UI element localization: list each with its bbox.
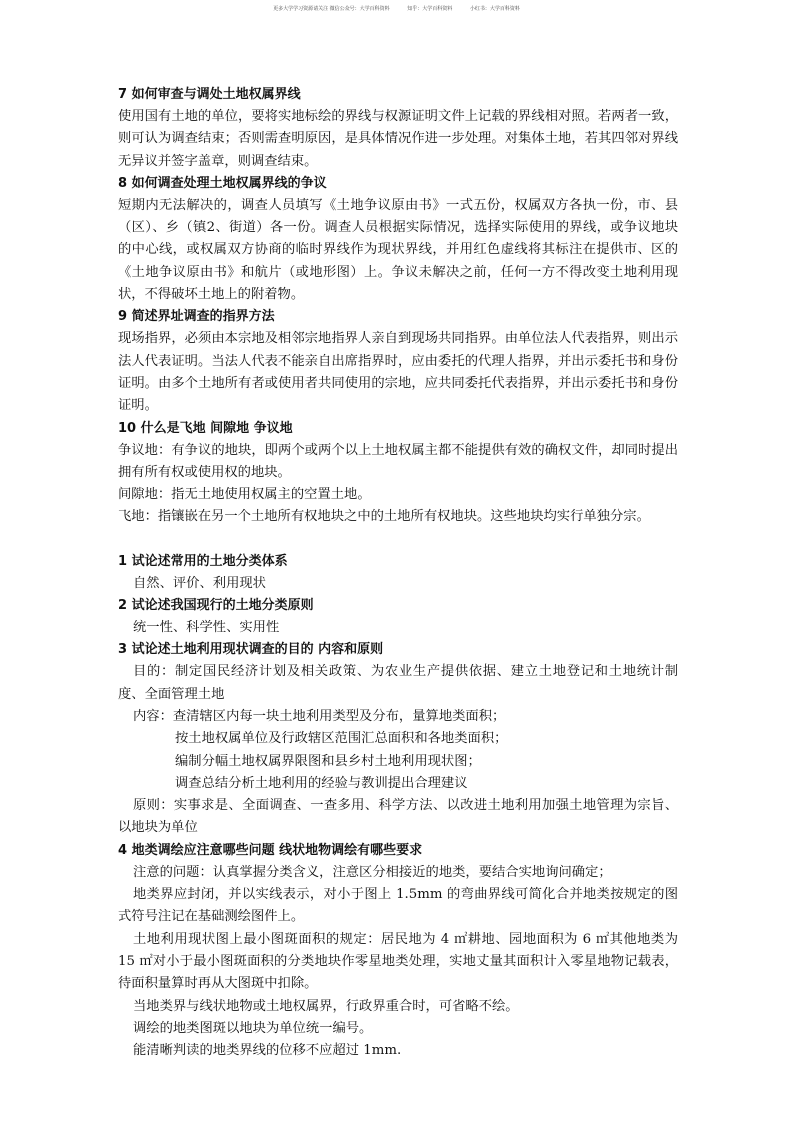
d2-title: 2 试论述我国现行的土地分类原则 — [118, 598, 314, 614]
q7-title: 7 如何审查与调处土地权属界线 — [118, 87, 301, 102]
d3-content-3: 编制分幅土地权属界限图和县乡村土地利用现状图； — [175, 753, 481, 769]
d4-p6: 能清晰判读的地类界线的位移不应超过 1mm. — [133, 1043, 402, 1059]
d4-p2: 地类界应封闭，并以实线表示，对小于图上 1.5mm 的弯曲界线可简化合并地类按规定的图式符号注记在基础测绘图件上。 — [118, 887, 678, 925]
q10-body-gap-land: 间隙地：指无土地使用权属主的空置土地。 — [118, 487, 371, 503]
d1-body: 自然、评价、利用现状 — [133, 575, 266, 591]
d3-content-4: 调查总结分析土地利用的经验与教训提出合理建议 — [175, 775, 468, 791]
d4-p5: 调绘的地类图斑以地块为单位统一编号。 — [133, 1020, 373, 1036]
page-header — [0, 5, 793, 12]
header-middle: 知乎：大学百科资料 — [407, 6, 453, 12]
q10-body-enclave: 飞地：指镶嵌在另一个土地所有权地块之中的土地所有权地块。这些地块均实行单独分宗。 — [118, 509, 650, 525]
d3-content-1: 内容：查清辖区内每一块土地利用类型及分布，量算地类面积； — [133, 708, 506, 724]
q9-title: 9 简述界址调查的指界方法 — [118, 309, 275, 325]
d4-p4: 当地类界与线状地物或土地权属界，行政界重合时，可省略不绘。 — [133, 998, 519, 1014]
header-right: 小红书：大学百科资料 — [469, 6, 520, 12]
d3-content-2: 按土地权属单位及行政辖区范围汇总面积和各地类面积； — [175, 731, 508, 747]
q7-body: 使用国有土地的单位，要将实地标绘的界线与权源证明文件上记载的界线相对照。若两者一致，则可认为调查结束；否则需查明原因，是具体情况作进一步处理。对集体土地，若其四邻对界线无异议并签字盖章，则调查结束。 — [118, 109, 678, 169]
q8-title: 8 如何调查处理土地权属界线的争议 — [118, 175, 327, 191]
header-left: 更多大学学习资源请关注 微信公众号：大学百科资料 — [273, 6, 390, 12]
q10-body-disputed-land: 争议地：有争议的地块，即两个或两个以上土地权属主都不能提供有效的确权文件，却同时提出拥有所有权或使用权的地块。 — [118, 442, 678, 480]
d4-p3: 土地利用现状图上最小图斑面积的规定：居民地为 4 ㎡耕地、园地面积为 6 ㎡其他地类为 15 ㎡对小于最小图斑面积的分类地块作零星地类处理，实地丈量其面积计入零星地物记载表，待面积量算时再从大图斑中扣除。 — [118, 931, 678, 992]
document-body — [118, 84, 678, 1062]
q8-body: 短期内无法解决的，调查人员填写《土地争议原由书》一式五份，权属双方各执一份，市、县（区）、乡（镇2、街道）各一份。调查人员根据实际情况，选择实际使用的界线，或争议地块的中心线，或权属双方协商的临时界线作为现状界线，并用红色虚线将其标注在提供市、区的《土地争议原由书》和航片（或地形图）上。争议未解决之前，任何一方不得改变土地利用现状，不得破坏土地上的附着物。 — [118, 197, 678, 303]
d3-purpose: 目的：制定国民经济计划及相关政策、为农业生产提供依据、建立土地登记和土地统计制度、全面管理土地 — [118, 664, 678, 702]
d1-title: 1 试论述常用的土地分类体系 — [118, 553, 288, 569]
d4-p1: 注意的问题：认真掌握分类含义，注意区分相接近的地类，要结合实地询问确定； — [133, 864, 612, 880]
d3-principle: 原则：实事求是、全面调查、一查多用、科学方法、以改进土地利用加强土地管理为宗旨、以地块为单位 — [118, 798, 678, 836]
q10-title: 10 什么是飞地 间隙地 争议地 — [118, 420, 293, 436]
q9-body: 现场指界，必须由本宗地及相邻宗地指界人亲自到现场共同指界。由单位法人代表指界，则出示法人代表证明。当法人代表不能亲自出席指界时，应由委托的代理人指界，并出示委托书和身份证明。由多个土地所有者或使用者共同使用的宗地，应共同委托代表指界，并出示委托书和身份证明。 — [118, 331, 678, 414]
d2-body: 统一性、科学性、实用性 — [133, 620, 280, 636]
d4-title: 4 地类调绘应注意哪些问题 线状地物调绘有哪些要求 — [118, 842, 423, 858]
section-gap — [118, 529, 678, 551]
d3-title: 3 试论述土地利用现状调查的目的 内容和原则 — [118, 642, 384, 658]
